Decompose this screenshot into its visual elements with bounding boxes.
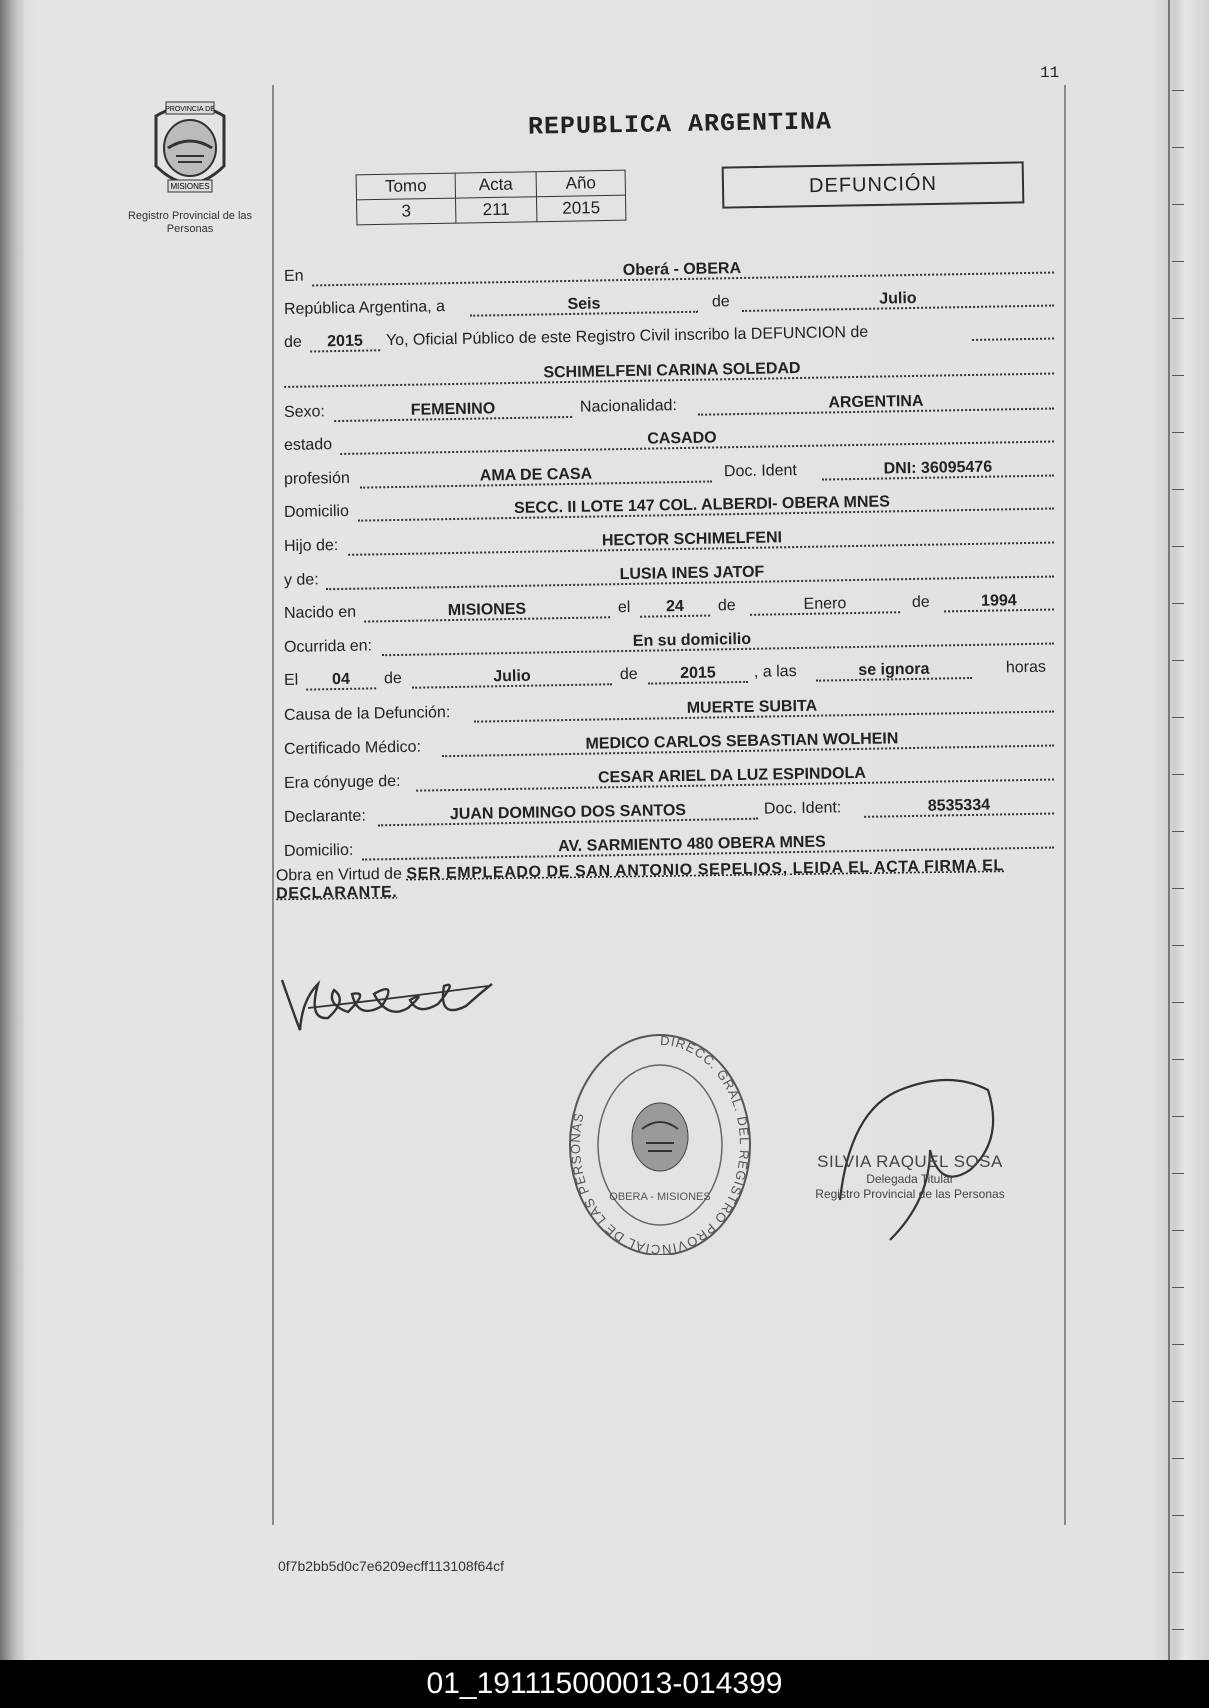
svg-text:DIRECC. GRAL. DEL REGISTRO PRO: DIRECC. GRAL. DEL REGISTRO PROVINCIAL DE LAS PERSONAS — [567, 1032, 753, 1255]
margin-tick — [1172, 945, 1184, 946]
label-republica: República Argentina, a — [283, 298, 446, 318]
label-a-las: , a las — [753, 663, 797, 681]
label-virtud: Obra en Virtud de — [275, 865, 403, 885]
label-de-mes: de — [717, 597, 736, 615]
margin-tick — [1172, 603, 1184, 604]
margin-tick — [1172, 204, 1184, 205]
label-de-def-anio: de — [619, 665, 638, 684]
header-acta: Acta — [455, 172, 536, 198]
page-number: 11 — [1040, 64, 1060, 82]
label-certificado: Certificado Médico: — [283, 738, 422, 758]
margin-tick — [1172, 888, 1184, 889]
value-causa: MUERTE SUBITA — [686, 697, 818, 717]
margin-tick — [1172, 546, 1184, 547]
label-decl-doc: Doc. Ident: — [763, 799, 842, 818]
label-conyuge: Era cónyuge de: — [283, 772, 401, 792]
value-declarante: JUAN DOMINGO DOS SANTOS — [449, 801, 687, 824]
value-anio: 2015 — [327, 332, 363, 351]
margin-tick — [1172, 318, 1184, 319]
svg-text:MISIONES: MISIONES — [170, 182, 210, 191]
value-def-anio: 2015 — [680, 664, 716, 683]
value-def-mes: Julio — [493, 667, 531, 686]
margin-tick — [1172, 375, 1184, 376]
header-anio: Año — [536, 170, 625, 197]
label-nacionalidad: Nacionalidad: — [579, 397, 678, 416]
svg-text:PROVINCIA DE: PROVINCIA DE — [165, 106, 215, 113]
label-profesion: profesión — [283, 469, 350, 488]
margin-tick — [1172, 1002, 1184, 1003]
margin-tick — [1172, 774, 1184, 775]
label-sexo: Sexo: — [283, 403, 326, 421]
label-y-de: y de: — [283, 571, 319, 589]
label-domicilio: Domicilio — [283, 502, 350, 521]
value-nacido-anio: 1994 — [980, 592, 1017, 610]
margin-tick — [1172, 1629, 1184, 1630]
label-nacido: Nacido en — [283, 603, 357, 622]
value-decl-domicilio: AV. SARMIENTO 480 OBERA MNES — [558, 833, 826, 856]
label-estado: estado — [283, 436, 333, 454]
header-tomo: Tomo — [356, 173, 455, 200]
value-sexo: FEMENINO — [410, 400, 496, 419]
margin-tick — [1172, 1059, 1184, 1060]
margin-tick — [1172, 90, 1184, 91]
officer-signature — [820, 1050, 1010, 1250]
margin-tick — [1172, 261, 1184, 262]
label-decl-domicilio: Domicilio: — [283, 841, 354, 860]
value-madre: LUSIA INES JATOF — [619, 563, 765, 584]
label-de-def: de — [383, 669, 402, 688]
binder-strip — [0, 0, 24, 1660]
value-nacido-dia: 24 — [665, 597, 684, 616]
margin-tick — [1172, 1173, 1184, 1174]
margin-tick — [1172, 1230, 1184, 1231]
label-el: el — [617, 598, 631, 617]
value-padre: HECTOR SCHIMELFENI — [601, 529, 783, 550]
officer-title: Delegada Titular — [866, 1172, 954, 1186]
margin-tick — [1172, 660, 1184, 661]
label-doc: Doc. Ident — [723, 462, 798, 481]
label-yo-oficial: Yo, Oficial Público de este Registro Civil inscribo la DEFUNCION de — [385, 323, 869, 350]
margin-tick — [1172, 1116, 1184, 1117]
svg-text:OBERA - MISIONES: OBERA - MISIONES — [609, 1191, 711, 1203]
margin-tick — [1172, 717, 1184, 718]
document-title: REPUBLICA ARGENTINA — [527, 107, 833, 142]
value-lugar: Oberá - OBERA — [622, 259, 742, 280]
label-de-anio: de — [283, 333, 302, 351]
value-nacido-mes: Enero — [803, 595, 847, 613]
margin-tick — [1172, 1572, 1184, 1573]
value-ocurrida: En su domicilio — [632, 630, 752, 650]
margin-tick — [1172, 1287, 1184, 1288]
label-ocurrida: Ocurrida en: — [283, 637, 373, 656]
margin-tick — [1172, 432, 1184, 433]
margin-tick — [1172, 1458, 1184, 1459]
label-de-anio2: de — [911, 593, 930, 612]
record-type-box: DEFUNCIÓN — [722, 161, 1025, 208]
value-doc: DNI: 36095476 — [883, 458, 993, 478]
label-hijo: Hijo de: — [283, 537, 339, 555]
value-dia: Seis — [567, 295, 601, 314]
value-nacido-lugar: MISIONES — [447, 600, 527, 620]
margin-tick — [1172, 489, 1184, 490]
label-causa: Causa de la Defunción: — [283, 704, 451, 724]
value-acta: 211 — [456, 197, 537, 223]
agency-name: Registro Provincial de las Personas — [127, 210, 253, 235]
value-nombre: SCHIMELFENI CARINA SOLEDAD — [543, 359, 801, 382]
label-el-def: El — [283, 671, 299, 689]
label-declarante: Declarante: — [283, 807, 366, 826]
label-en: En — [283, 267, 304, 285]
value-mes: Julio — [879, 289, 917, 308]
margin-tick — [1172, 1401, 1184, 1402]
value-anio: 2015 — [536, 195, 625, 222]
value-estado: CASADO — [647, 429, 717, 448]
value-nacionalidad: ARGENTINA — [828, 392, 924, 412]
value-hora: se ignora — [858, 660, 930, 679]
margin-tick — [1172, 147, 1184, 148]
file-id-bar: 01_191115000013-014399 — [0, 1660, 1209, 1708]
declarant-signature — [278, 960, 498, 1040]
margin-tick — [1172, 831, 1184, 832]
value-def-dia: 04 — [331, 670, 351, 689]
value-profesion: AMA DE CASA — [479, 465, 593, 485]
officer-name: SILVIA RAQUEL SOSA — [817, 1152, 1003, 1171]
label-horas: horas — [1005, 658, 1047, 677]
value-tomo: 3 — [357, 198, 456, 225]
right-margin-line — [1168, 0, 1170, 1660]
officer-office: Registro Provincial de las Personas — [815, 1187, 1005, 1201]
book-reference-table — [356, 170, 627, 226]
provincial-seal-icon — [142, 96, 238, 200]
value-domicilio: SECC. II LOTE 147 COL. ALBERDI- OBERA MNES — [513, 493, 890, 517]
margin-tick — [1172, 1344, 1184, 1345]
officer-block — [790, 1152, 1030, 1202]
value-decl-doc: 8535334 — [927, 796, 991, 815]
document-hash: 0f7b2bb5d0c7e6209ecff113108f64cf — [278, 1558, 505, 1574]
label-de: de — [711, 293, 730, 311]
value-virtud: SER EMPLEADO DE SAN ANTONIO SEPELIOS, LEIDA EL ACTA FIRMA EL DECLARANTE. — [276, 857, 1004, 903]
margin-tick — [1172, 1515, 1184, 1516]
value-conyuge: CESAR ARIEL DA LUZ ESPINDOLA — [597, 764, 867, 787]
official-stamp — [560, 1025, 760, 1255]
value-certificado: MEDICO CARLOS SEBASTIAN WOLHEIN — [585, 730, 899, 753]
